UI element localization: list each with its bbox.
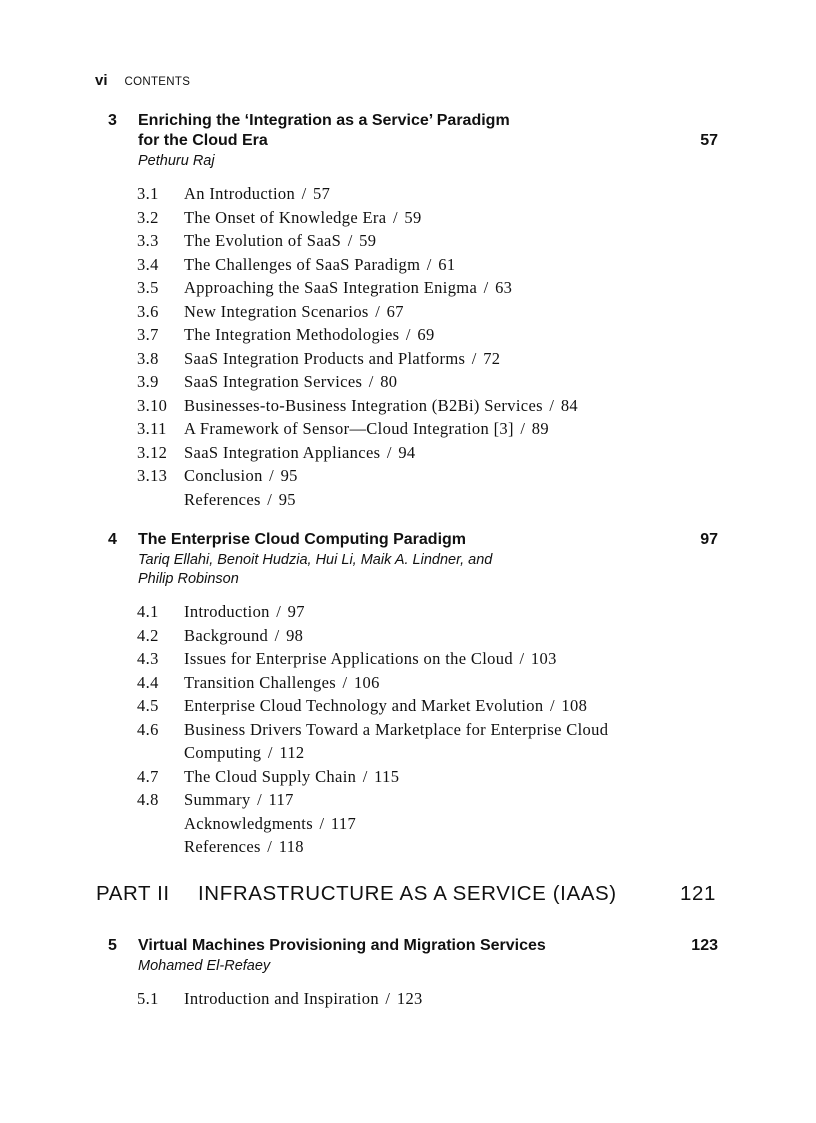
section-title — [184, 464, 684, 488]
section-number: 3.9 — [137, 372, 159, 391]
section-page: 80 — [380, 372, 398, 391]
section-number: 4.1 — [137, 602, 159, 621]
section-title-text: Businesses-to-Business Integration (B2Bi) Services — [184, 395, 543, 415]
page-separator: / — [267, 743, 273, 762]
section-page: 72 — [483, 348, 501, 368]
section-title-text: A Framework of Sensor—Cloud Integration [3] — [184, 419, 514, 438]
toc-entry[interactable] — [108, 600, 718, 624]
running-head — [95, 72, 190, 89]
section-number: 3.12 — [137, 442, 168, 462]
page-separator: / — [257, 790, 263, 809]
chapter-page: 57 — [700, 132, 718, 149]
section-title — [184, 488, 684, 512]
section-title — [184, 417, 684, 441]
section-title-text: The Integration Methodologies — [184, 325, 400, 344]
page-separator: / — [549, 395, 555, 415]
toc-entry[interactable] — [108, 276, 718, 300]
toc-entry[interactable] — [108, 788, 718, 812]
page-separator: / — [483, 278, 489, 297]
chapter-authors — [138, 551, 608, 589]
chapter-title-line: Enriching the ‘Integration as a Service’ Paradigm — [138, 112, 510, 129]
chapter-page: 97 — [700, 531, 718, 548]
page-folio: vi — [95, 72, 108, 89]
chapter-title-line: Virtual Machines Provisioning and Migration Services — [138, 937, 546, 954]
section-number: 3.13 — [137, 466, 168, 485]
section-page: 123 — [396, 989, 423, 1008]
section-title — [184, 229, 684, 253]
section-number: 4.4 — [137, 672, 159, 692]
toc-entry[interactable] — [108, 694, 718, 718]
section-title — [184, 206, 684, 230]
section-title-line — [184, 718, 684, 742]
page-separator: / — [520, 419, 526, 438]
section-title — [184, 718, 684, 765]
chapter-3 — [108, 111, 718, 511]
section-title — [184, 812, 684, 836]
section-title — [184, 600, 684, 624]
section-number: 4.8 — [137, 790, 159, 809]
part-title: INFRASTRUCTURE AS A SERVICE (IAAS) — [198, 882, 617, 905]
section-page: 57 — [313, 184, 331, 203]
section-title-text: New Integration Scenarios — [184, 301, 369, 321]
chapter-title — [138, 111, 658, 151]
section-title-text: Acknowledgments — [184, 813, 313, 833]
section-title — [184, 300, 684, 324]
toc-entry[interactable] — [108, 229, 718, 253]
chapter-heading[interactable] — [108, 936, 718, 956]
section-number: 4.5 — [137, 696, 159, 715]
author-line: Pethuru Raj — [138, 153, 215, 169]
part-page: 121 — [679, 882, 716, 905]
section-page: 103 — [530, 649, 557, 668]
page-separator: / — [267, 837, 273, 856]
page-separator: / — [301, 184, 307, 203]
section-number: 3.4 — [137, 254, 159, 274]
toc-entry[interactable] — [108, 464, 718, 488]
section-number: 3.3 — [137, 231, 159, 250]
section-number: 4.6 — [137, 719, 159, 739]
section-title — [184, 441, 684, 465]
page-separator: / — [375, 301, 381, 321]
section-title-text: The Challenges of SaaS Paradigm — [184, 254, 421, 274]
section-page: 106 — [353, 672, 380, 692]
page-separator: / — [368, 372, 374, 391]
toc-entry[interactable] — [108, 347, 718, 371]
toc-entry[interactable] — [108, 206, 718, 230]
section-title — [184, 370, 684, 394]
section-number: 4.3 — [137, 649, 159, 668]
toc-entry[interactable] — [108, 300, 718, 324]
page-separator: / — [274, 625, 280, 645]
section-number — [137, 835, 184, 859]
section-number: 3.7 — [137, 325, 159, 344]
section-title — [184, 323, 684, 347]
section-title — [184, 788, 684, 812]
section-number: 3.8 — [137, 348, 159, 368]
running-head-label: CONTENTS — [124, 76, 191, 88]
section-page: 97 — [287, 602, 305, 621]
page-separator: / — [471, 348, 477, 368]
page-separator: / — [549, 696, 555, 715]
section-title-text: The Evolution of SaaS — [184, 231, 342, 250]
section-title-line — [184, 741, 684, 765]
page-separator: / — [519, 649, 525, 668]
section-title-text: The Cloud Supply Chain — [184, 766, 357, 786]
section-page: 67 — [386, 301, 404, 321]
section-title — [184, 182, 684, 206]
page-separator: / — [269, 466, 275, 485]
section-page: 84 — [560, 395, 579, 415]
page-separator: / — [405, 325, 411, 344]
chapter-heading[interactable] — [108, 530, 718, 550]
section-page: 59 — [359, 231, 377, 250]
section-page: 59 — [404, 207, 422, 227]
page-separator: / — [362, 766, 368, 786]
section-title — [184, 765, 684, 789]
section-title — [184, 253, 684, 277]
chapter-heading[interactable] — [108, 111, 718, 151]
toc-entry[interactable] — [108, 441, 718, 465]
toc-entry[interactable] — [108, 765, 718, 789]
chapter-page: 123 — [691, 937, 718, 954]
section-title — [184, 694, 684, 718]
section-page: 118 — [278, 837, 304, 856]
toc-entry[interactable] — [108, 718, 718, 765]
section-number — [137, 488, 184, 512]
chapter-4 — [108, 530, 718, 859]
section-title-text: Background — [184, 625, 269, 645]
page-separator: / — [385, 989, 391, 1008]
section-list — [108, 987, 718, 1011]
section-title-text: Summary — [184, 790, 251, 809]
section-title-text: Business Drivers Toward a Marketplace for Enterprise Cloud — [184, 719, 609, 739]
section-title — [184, 347, 684, 371]
section-number: 3.1 — [137, 184, 159, 203]
section-number: 3.5 — [137, 278, 159, 297]
toc-entry[interactable] — [108, 323, 718, 347]
section-title-text: Introduction — [184, 602, 270, 621]
section-title-text: SaaS Integration Appliances — [184, 442, 381, 462]
section-title — [184, 394, 684, 418]
part-heading[interactable] — [96, 882, 718, 906]
section-title — [184, 624, 684, 648]
section-page: 89 — [531, 419, 549, 438]
chapter-title-line: for the Cloud Era — [138, 132, 268, 149]
section-page: 117 — [330, 813, 357, 833]
section-title-text: Computing — [184, 743, 262, 762]
section-number: 4.2 — [137, 625, 159, 645]
section-title-text: The Onset of Knowledge Era — [184, 207, 387, 227]
toc-entry[interactable] — [108, 987, 718, 1011]
section-list — [108, 600, 718, 859]
toc-entry[interactable] — [108, 182, 718, 206]
page-separator: / — [342, 672, 348, 692]
section-page: 94 — [398, 442, 416, 462]
section-title-text: References — [184, 489, 261, 509]
chapter-5 — [108, 936, 718, 1011]
toc-entry[interactable] — [108, 370, 718, 394]
section-number: 3.2 — [137, 207, 159, 227]
page-separator: / — [267, 489, 273, 509]
section-number: 5.1 — [137, 989, 159, 1008]
section-page: 95 — [278, 489, 296, 509]
section-title-text: Conclusion — [184, 466, 263, 485]
section-page: 108 — [561, 696, 588, 715]
author-line: Tariq Ellahi, Benoit Hudzia, Hui Li, Maik A. Lindner, and — [138, 552, 493, 568]
section-title-text: Transition Challenges — [184, 672, 337, 692]
section-title — [184, 835, 684, 859]
toc-entry[interactable] — [108, 835, 718, 859]
toc-entry[interactable] — [108, 671, 718, 695]
chapter-title — [138, 936, 658, 956]
chapter-number: 5 — [108, 937, 117, 954]
section-title-text: An Introduction — [184, 184, 296, 203]
chapter-number: 4 — [108, 531, 117, 548]
section-page: 69 — [417, 325, 435, 344]
toc-entry[interactable] — [108, 624, 718, 648]
section-page: 112 — [279, 743, 305, 762]
chapter-title — [138, 530, 658, 550]
section-number: 3.6 — [137, 301, 159, 321]
section-list — [108, 182, 718, 511]
section-title — [184, 671, 684, 695]
section-number: 4.7 — [137, 766, 159, 786]
section-number — [137, 812, 184, 836]
toc-entry[interactable] — [108, 417, 718, 441]
chapter-number: 3 — [108, 112, 117, 129]
toc-entry[interactable] — [108, 253, 718, 277]
section-title-text: SaaS Integration Services — [184, 372, 363, 391]
section-title-text: Introduction and Inspiration — [184, 989, 379, 1008]
page-separator: / — [319, 813, 325, 833]
author-line: Mohamed El-Refaey — [138, 958, 271, 974]
section-title — [184, 987, 684, 1011]
chapter-authors — [138, 152, 608, 171]
page-separator: / — [392, 207, 398, 227]
page-separator: / — [426, 254, 432, 274]
section-page: 117 — [268, 790, 294, 809]
chapter-authors — [138, 957, 608, 976]
section-number: 3.10 — [137, 395, 168, 415]
section-page: 63 — [495, 278, 513, 297]
section-page: 61 — [438, 254, 456, 274]
section-title-text: Issues for Enterprise Applications on the Cloud — [184, 649, 513, 668]
section-page: 115 — [374, 766, 400, 786]
section-title-text: SaaS Integration Products and Platforms — [184, 348, 466, 368]
chapter-title-line: The Enterprise Cloud Computing Paradigm — [138, 531, 467, 548]
section-title — [184, 276, 684, 300]
section-page: 98 — [286, 625, 304, 645]
section-title — [184, 647, 684, 671]
section-title-text: Approaching the SaaS Integration Enigma — [184, 278, 478, 297]
toc-entry[interactable] — [108, 647, 718, 671]
toc-entry[interactable] — [108, 812, 718, 836]
page-separator: / — [347, 231, 353, 250]
author-line: Philip Robinson — [138, 571, 239, 587]
part-label: PART II — [96, 882, 170, 905]
section-page: 95 — [280, 466, 298, 485]
toc-entry[interactable] — [108, 394, 718, 418]
toc-entry[interactable] — [108, 488, 718, 512]
page-separator: / — [386, 442, 392, 462]
section-title-text: Enterprise Cloud Technology and Market Evolution — [184, 696, 544, 715]
section-title-text: References — [184, 837, 261, 856]
section-number: 3.11 — [137, 419, 167, 438]
page-separator: / — [276, 602, 282, 621]
